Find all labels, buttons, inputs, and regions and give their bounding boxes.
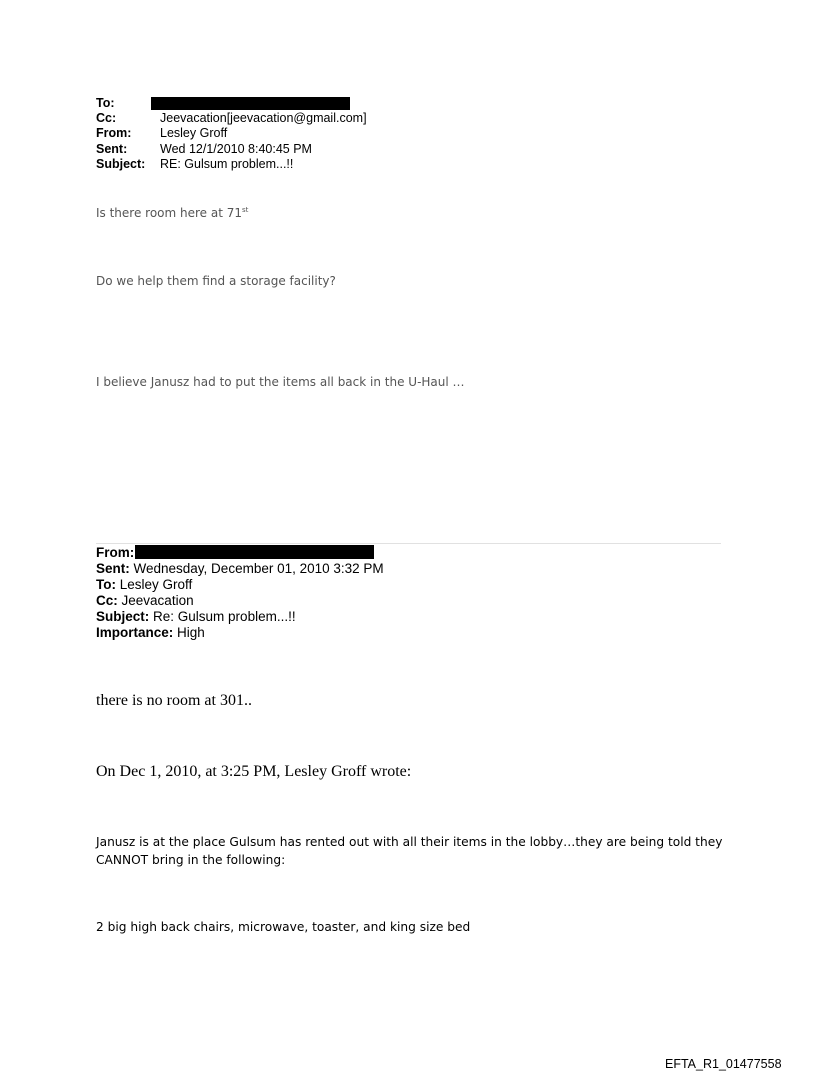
subject-value: RE: Gulsum problem...!! bbox=[160, 157, 294, 171]
sent-label: Sent: bbox=[96, 142, 128, 156]
quoted-sent-value: Wednesday, December 01, 2010 3:32 PM bbox=[133, 561, 384, 576]
quoted-subject-value: Re: Gulsum problem...!! bbox=[153, 609, 296, 624]
quote-intro: On Dec 1, 2010, at 3:25 PM, Lesley Groff wrote: bbox=[96, 763, 412, 780]
quoted-importance-value: High bbox=[177, 625, 205, 640]
sent-value: Wed 12/1/2010 8:40:45 PM bbox=[160, 142, 312, 156]
quoted-cc-value: Jeevacation bbox=[121, 593, 194, 608]
quoted-subject-label: Subject: bbox=[96, 609, 150, 624]
quoted-importance-label: Importance: bbox=[96, 625, 174, 640]
quoted-from-row bbox=[96, 545, 134, 561]
quoted-sent-row bbox=[96, 561, 384, 577]
cc-label: Cc: bbox=[96, 111, 117, 125]
items-list-line: 2 big high back chairs, microwave, toaster, and king size bed bbox=[96, 920, 471, 934]
quoted-paragraph bbox=[96, 833, 722, 869]
quoted-cc-row bbox=[96, 593, 194, 609]
quoted-paragraph-line2: CANNOT bring in the following: bbox=[96, 853, 286, 867]
quoted-to-row bbox=[96, 577, 192, 593]
to-label: To: bbox=[96, 96, 115, 110]
body-line-uhaul: I believe Janusz had to put the items all back in the U-Haul … bbox=[96, 375, 465, 389]
quoted-to-label: To: bbox=[96, 577, 116, 592]
subject-label: Subject: bbox=[96, 157, 146, 171]
body-line-room-text: Is there room here at 71 bbox=[96, 206, 243, 220]
from-label: From: bbox=[96, 126, 132, 140]
quote-divider bbox=[96, 543, 721, 544]
document-id: EFTA_R1_01477558 bbox=[665, 1057, 782, 1071]
from-value: Lesley Groff bbox=[160, 126, 228, 140]
quoted-from-label: From: bbox=[96, 545, 135, 560]
reply-text: there is no room at 301.. bbox=[96, 692, 252, 709]
quoted-importance-row bbox=[96, 625, 205, 641]
body-line-room bbox=[96, 206, 248, 220]
quoted-sent-label: Sent: bbox=[96, 561, 130, 576]
quoted-cc-label: Cc: bbox=[96, 593, 118, 608]
redacted-to-address bbox=[151, 97, 350, 110]
ordinal-suffix: st bbox=[242, 206, 249, 214]
quoted-to-value: Lesley Groff bbox=[119, 577, 193, 592]
cc-value: Jeevacation[jeevacation@gmail.com] bbox=[160, 111, 367, 125]
body-line-storage: Do we help them find a storage facility? bbox=[96, 274, 336, 288]
redacted-from-address bbox=[135, 545, 374, 559]
quoted-subject-row bbox=[96, 609, 296, 625]
quoted-paragraph-line1: Janusz is at the place Gulsum has rented out with all their items in the lobby…they are being told they bbox=[96, 835, 723, 849]
